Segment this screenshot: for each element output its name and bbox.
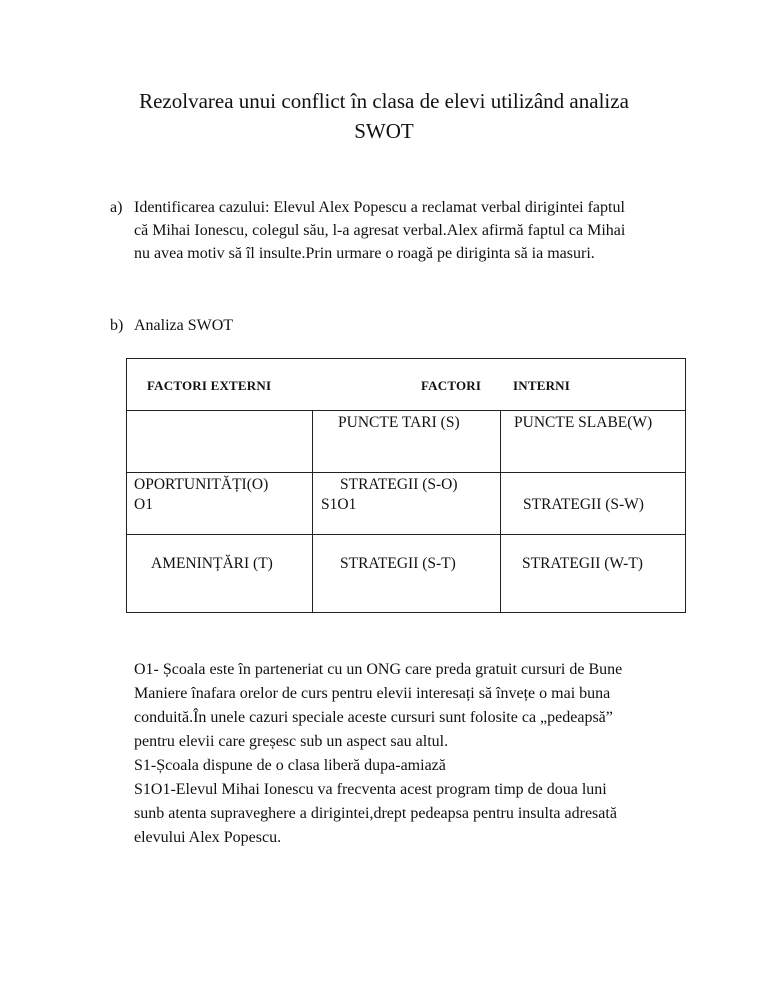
section-a-marker: a) — [110, 199, 123, 216]
section-b-text — [134, 314, 694, 337]
header-external-factors: FACTORI EXTERNI — [147, 378, 272, 393]
note-line: sunb atenta supraveghere a dirigintei,drept pedeapsa pentru insulta adresată — [134, 805, 617, 822]
document-title — [0, 86, 768, 146]
cell-st-strategy: STRATEGII (S-T) — [340, 555, 456, 572]
cell-strengths: PUNCTE TARI (S) — [338, 414, 460, 431]
section-a-line: nu avea motiv să îl insulte.Prin urmare o roagă pe diriginta să ia masuri. — [134, 245, 595, 262]
note-line: elevului Alex Popescu. — [134, 829, 282, 846]
section-b-marker: b) — [110, 317, 124, 334]
cell-sw-strategy: STRATEGII (S-W) — [523, 496, 644, 513]
table-rule — [500, 410, 501, 612]
note-line: S1-Școala dispune de o clasa liberă dupa-amiază — [134, 757, 446, 774]
section-a-text — [134, 196, 694, 265]
title-line-2: SWOT — [354, 119, 414, 143]
section-a-line: că Mihai Ionescu, colegul său, l-a agresat verbal.Alex afirmă faptul ca Mihai — [134, 222, 626, 239]
table-rule — [127, 410, 685, 411]
cell-weaknesses: PUNCTE SLABE(W) — [514, 414, 653, 431]
note-line: S1O1-Elevul Mihai Ionescu va frecventa acest program timp de doua luni — [134, 781, 607, 798]
cell-so-code: S1O1 — [321, 496, 357, 513]
cell-wt-strategy: STRATEGII (W-T) — [522, 555, 643, 572]
section-b-heading: Analiza SWOT — [134, 317, 234, 334]
cell-threats: AMENINȚĂRI (T) — [151, 555, 273, 572]
note-line: O1- Școala este în parteneriat cu un ONG care preda gratuit cursuri de Bune — [134, 661, 623, 678]
cell-opportunities: OPORTUNITĂȚI(O) — [134, 476, 269, 493]
note-line: Maniere înafara orelor de curs pentru elevii interesați să învețe o mai buna — [134, 685, 611, 702]
note-line: pentru elevii care greșesc sub un aspect sau altul. — [134, 733, 449, 750]
cell-so-strategy: STRATEGII (S-O) — [340, 476, 458, 493]
note-line: conduită.În unele cazuri speciale aceste cursuri sunt folosite ca „pedeapsă” — [134, 709, 613, 726]
table-rule — [312, 410, 313, 612]
cell-opportunities-code: O1 — [134, 496, 153, 513]
header-interni: INTERNI — [513, 378, 571, 393]
title-line-1: Rezolvarea unui conflict în clasa de elevi utilizând analiza — [139, 89, 629, 113]
table-rule — [127, 534, 685, 535]
header-factori: FACTORI — [421, 378, 482, 393]
swot-table — [126, 358, 686, 613]
swot-notes — [134, 658, 734, 850]
table-rule — [127, 472, 685, 473]
section-a-line: Identificarea cazului: Elevul Alex Popescu a reclamat verbal dirigintei faptul — [134, 199, 625, 216]
